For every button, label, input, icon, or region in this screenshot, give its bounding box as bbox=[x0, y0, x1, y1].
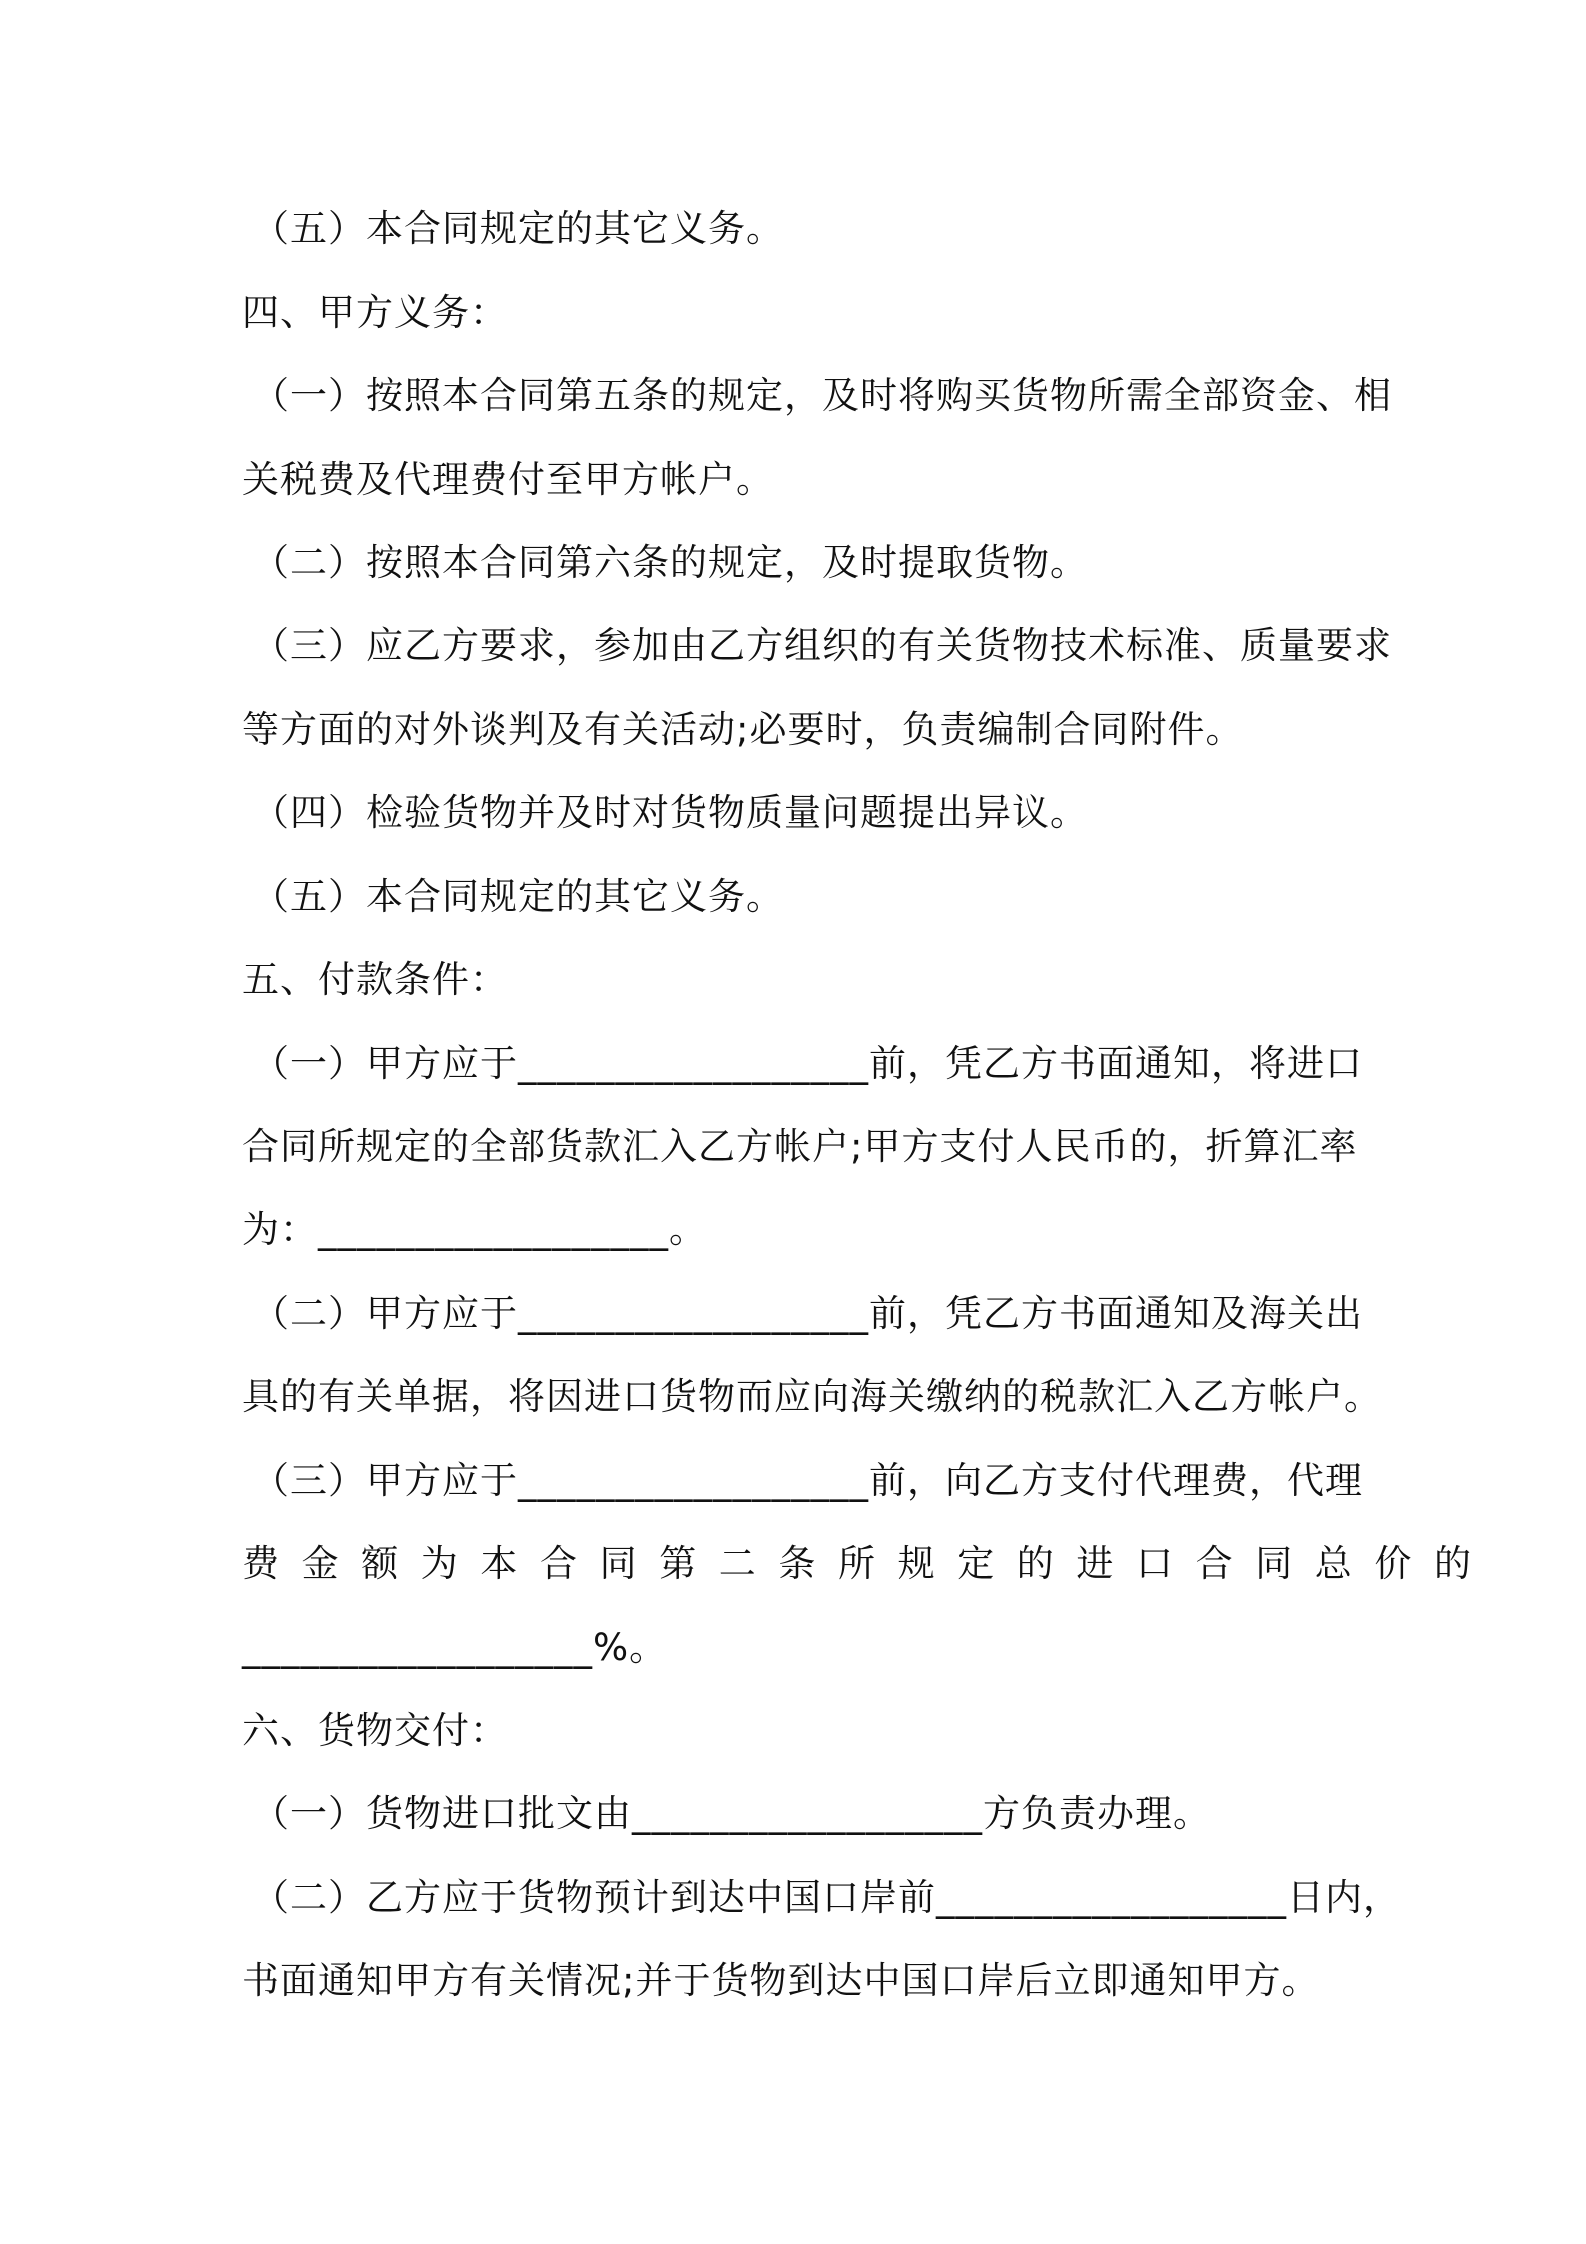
clause-line: 为：__________________。 bbox=[242, 1208, 707, 1251]
clause-line: （一）甲方应于__________________前，凭乙方书面通知，将进口 bbox=[252, 1042, 1363, 1085]
clause-line: （五）本合同规定的其它义务。 bbox=[252, 875, 784, 918]
clause-line: （二）按照本合同第六条的规定，及时提取货物。 bbox=[252, 541, 1088, 584]
clause-line: 具的有关单据，将因进口货物而应向海关缴纳的税款汇入乙方帐户。 bbox=[242, 1375, 1382, 1418]
clause-line: （五）本合同规定的其它义务。 bbox=[252, 207, 784, 250]
clause-line: 合同所规定的全部货款汇入乙方帐户;甲方支付人民币的，折算汇率 bbox=[242, 1125, 1358, 1168]
clause-line: （一）按照本合同第五条的规定，及时将购买货物所需全部资金、相 bbox=[252, 374, 1392, 417]
clause-line: 等方面的对外谈判及有关活动;必要时，负责编制合同附件。 bbox=[242, 708, 1244, 751]
clause-line: （三）甲方应于__________________前，向乙方支付代理费，代理 bbox=[252, 1459, 1363, 1502]
clause-line: （一）货物进口批文由__________________方负责办理。 bbox=[252, 1792, 1211, 1835]
clause-line: （三）应乙方要求，参加由乙方组织的有关货物技术标准、质量要求 bbox=[252, 624, 1392, 667]
section-heading: 六、货物交付： bbox=[242, 1709, 508, 1752]
clause-line: 费金额为本合同第二条所规定的进口合同总价的 bbox=[242, 1542, 1494, 1585]
clause-line: 关税费及代理费付至甲方帐户。 bbox=[242, 458, 774, 501]
clause-line: （二）乙方应于货物预计到达中国口岸前__________________日内， bbox=[252, 1876, 1401, 1919]
clause-line: __________________%。 bbox=[242, 1626, 668, 1669]
section-heading: 五、付款条件： bbox=[242, 958, 508, 1001]
clause-line: 书面通知甲方有关情况;并于货物到达中国口岸后立即通知甲方。 bbox=[242, 1959, 1320, 2002]
clause-line: （四）检验货物并及时对货物质量问题提出异议。 bbox=[252, 791, 1088, 834]
section-heading: 四、甲方义务： bbox=[242, 291, 508, 334]
clause-line: （二）甲方应于__________________前，凭乙方书面通知及海关出 bbox=[252, 1292, 1363, 1335]
